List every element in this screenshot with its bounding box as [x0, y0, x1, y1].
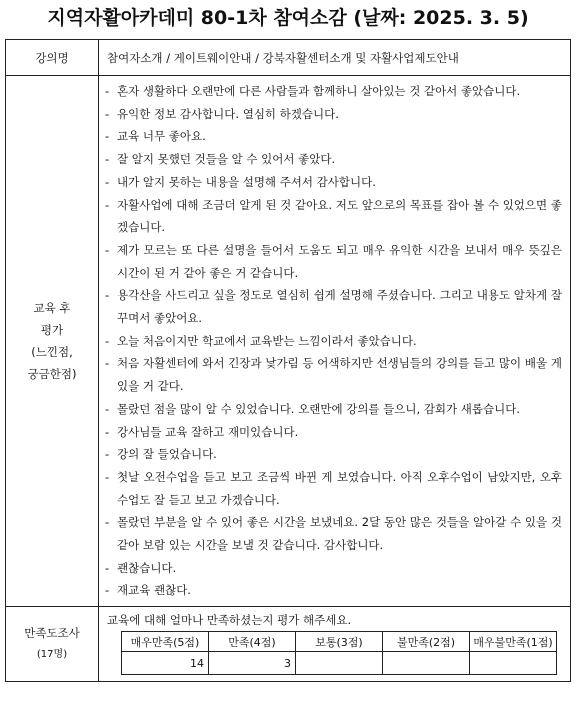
feedback-item: - 오늘 처음이지만 학교에서 교육받는 느낌이라서 좋았습니다.: [105, 333, 417, 348]
feedback-item: - 용각산을 사드리고 싶을 정도로 열심히 쉽게 설명해 주셨습니다. 그리고 내용도 알차게 잘 꾸며서 좋았어요.: [105, 288, 562, 326]
survey-count-cell: [383, 652, 470, 675]
feedback-row: [6, 76, 571, 607]
survey-question: 교육에 대해 얼마나 만족하셨는지 평가 해주세요.: [107, 613, 352, 628]
feedback-label-line: 궁금한점): [27, 367, 77, 382]
course-row: [6, 40, 571, 76]
feedback-item: - 제가 모르는 또 다른 설명을 들어서 도움도 되고 매우 유익한 시간을 보내서 매우 뜻깊은 시간이 된 거 같아 좋은 거 같습니다.: [105, 242, 562, 280]
feedback-item: - 혼자 생활하다 오랜만에 다른 사람들과 함께하니 살아있는 것 같아서 좋았습니다.: [105, 84, 521, 98]
survey-count-row: [122, 652, 557, 675]
survey-label-text: 만족도조사: [24, 626, 80, 641]
survey-col-header: 매우만족(5점): [122, 632, 209, 652]
course-value: 참여자소개 / 게이트웨이안내 / 강북자활센터소개 및 자활사업제도안내: [99, 40, 571, 76]
feedback-label-line: 평가: [40, 323, 64, 338]
feedback-item: - 몰랐던 부분을 알 수 있어 좋은 시간을 보냈네요. 2달 동안 많은 것들을 알아갈 수 있을 것 같아 보람 있는 시간을 보낼 것 같습니다. 감사합니다.: [105, 515, 562, 553]
survey-row: [6, 607, 571, 682]
feedback-list: [99, 76, 571, 607]
feedback-label-line: (느낀점,: [31, 345, 73, 360]
feedback-item: - 재교육 괜찮다.: [105, 583, 191, 598]
feedback-item: - 몰랐던 점을 많이 알 수 있었습니다. 오랜만에 강의를 들으니, 감회가 새롭습니다.: [105, 401, 521, 416]
survey-count-cell: [296, 652, 383, 675]
feedback-label-line: 교육 후: [33, 301, 71, 316]
survey-count-cell: [470, 652, 557, 675]
feedback-label: [6, 76, 99, 607]
feedback-item: - 괜찮습니다.: [105, 560, 177, 575]
feedback-item: - 강의 잘 들었습니다.: [105, 447, 217, 462]
survey-col-header: 매우불만족(1점): [470, 632, 557, 652]
feedback-item: - 잘 알지 못했던 것들을 알 수 있어서 좋았다.: [105, 152, 336, 167]
survey-col-header: 보통(3점): [296, 632, 383, 652]
course-label: 강의명: [6, 40, 99, 76]
page-title: 지역자활아카데미 80-1차 참여소감 (날짜: 2025. 3. 5): [47, 7, 529, 29]
survey-count-cell: 3: [209, 652, 296, 675]
survey-cell: [99, 607, 571, 682]
survey-count-note: (17명): [36, 649, 68, 661]
survey-header-row: [122, 632, 557, 652]
survey-col-header: 만족(4점): [209, 632, 296, 652]
feedback-item: - 자활사업에 대해 조금더 알게 된 것 같아요. 저도 앞으로의 목표를 잡아 볼 수 있었으면 좋겠습니다.: [105, 197, 562, 235]
feedback-item: - 유익한 정보 감사합니다. 열심히 하겠습니다.: [105, 106, 339, 121]
feedback-item: - 강사님들 교육 잘하고 재미있습니다.: [105, 424, 299, 439]
survey-label: [6, 607, 99, 682]
feedback-item: - 첫날 오전수업을 듣고 보고 조금씩 바뀐 게 보였습니다. 아직 오후수업이 남았지만, 오후수업도 잘 듣고 보고 가겠습니다.: [105, 469, 562, 507]
report-table: [5, 39, 571, 682]
feedback-item: - 내가 알지 못하는 내용을 설명해 주셔서 감사합니다.: [105, 174, 376, 189]
survey-count-cell: 14: [122, 652, 209, 675]
survey-table: [121, 631, 557, 675]
feedback-item: - 처음 자활센터에 와서 긴장과 낯가림 등 어색하지만 선생님들의 강의를 듣고 많이 배울 게 있을 거 같다.: [105, 356, 562, 394]
survey-col-header: 불만족(2점): [383, 632, 470, 652]
feedback-item: - 교육 너무 좋아요.: [105, 129, 206, 144]
